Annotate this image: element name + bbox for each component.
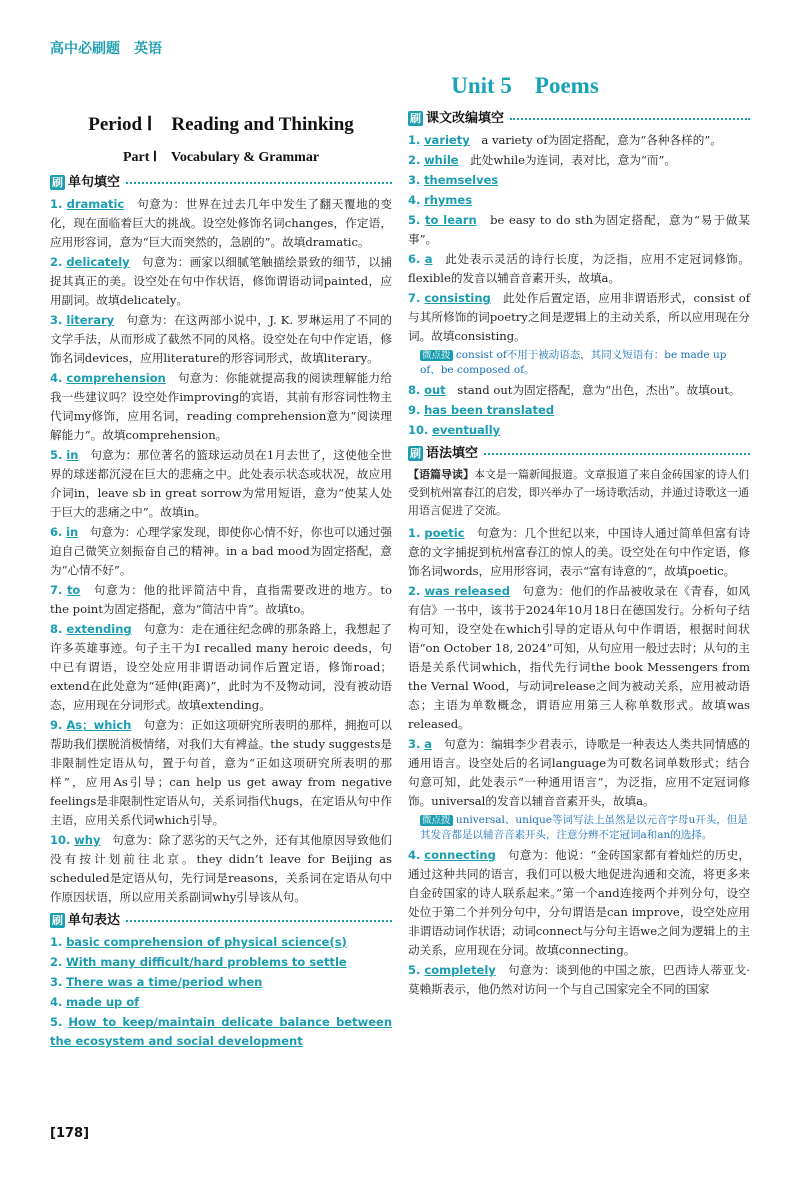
explanation-text: 句意为：心理学家发现，即使你心情不好，你也可以通过强迫自己微笑立刻振奋自己的精神。in a bad mood为固定搭配，意为“心情不好”。 bbox=[50, 525, 392, 577]
explanation-text: 句意为：编辑李少君表示，诗歌是一种表达人类共同情感的通用语言。设空处后的名词language为可数名词单数形式；结合句意可知，此处表示“一种通用语言”，为泛指，应用不定冠词修饰。universal的发音以辅音音素开头，故填a。 bbox=[408, 737, 750, 808]
answer-text: to bbox=[66, 583, 81, 597]
answer-item bbox=[408, 524, 750, 581]
answer-item bbox=[50, 253, 392, 310]
brush-icon: 刷 bbox=[52, 176, 63, 189]
item-number: 4. bbox=[408, 193, 421, 207]
section-title: 单句表达 bbox=[68, 913, 121, 928]
item-number: 5. bbox=[50, 448, 63, 462]
answer-item bbox=[50, 581, 392, 619]
answer-text: There was a time/period when bbox=[66, 975, 263, 989]
answer-item bbox=[50, 993, 392, 1012]
answer-text: comprehension bbox=[66, 371, 166, 385]
item-number: 10. bbox=[50, 833, 71, 847]
explanation-text: 句意为：走在通往纪念碑的那条路上，我想起了许多英雄事迹。句子主干为I recalled many heroic deeds，句中已有谓语，设空处应用非谓语动词作后置定语，修饰road；extend在此处意为“延伸(距离)”，此时为不及物动词，没有被动语态，应用现在分词形式。故填extending。 bbox=[50, 622, 392, 712]
answer-text: dramatic bbox=[66, 197, 125, 211]
explanation-text: 此处作后置定语，应用非谓语形式，consist of与其所修饰的词poetry之间是逻辑上的主动关系，所以应用现在分词。故填consisting。 bbox=[408, 291, 750, 343]
dotted-divider bbox=[126, 920, 392, 922]
item-number: 2. bbox=[50, 955, 63, 969]
answer-text: extending bbox=[66, 622, 132, 636]
explanation-text: 句意为：他说：“金砖国家都有着灿烂的历史，通过这种共同的语言，我们可以极大地促进沟通和交流，将更多来自金砖国家的诗人联系起来。”第一个and连接两个并列分句，设空处位于第二个并列分句中，分句谓语是can improve，设空处应用非谓语动词作状语；动词connect与分句主语we之间为逻辑上的主动关系，应用现在分词。故填connecting。 bbox=[408, 848, 750, 957]
answer-text: in bbox=[66, 448, 79, 462]
item-number: 1. bbox=[50, 197, 63, 211]
item-number: 3. bbox=[50, 975, 63, 989]
grammar-fill-list bbox=[408, 524, 750, 999]
tip-note bbox=[420, 348, 750, 377]
answer-text: poetic bbox=[424, 526, 465, 540]
explanation-text: 句意为：那位著名的篮球运动员在1月去世了，这使他全世界的球迷都沉浸在巨大的悲痛之中。此处表示状态或状况，故应用介词in，leave sb in great sorrow为常用短语，意为“使某人处于巨大的悲痛之中”。故填in。 bbox=[50, 448, 392, 519]
answer-text: variety bbox=[424, 133, 470, 147]
section-title: 语法填空 bbox=[426, 446, 479, 461]
explanation-text: 句意为：除了恶劣的天气之外，还有其他原因导致他们没有按计划前往北京。they didn’t leave for Beijing as scheduled是定语从句，先行词是reasons，关系词在定语从句中作原因状语，所以应用关系副词why引导该从句。 bbox=[50, 833, 392, 904]
section-header-single-fill bbox=[50, 173, 392, 192]
explanation-text: 句意为：世界在过去几年中发生了翻天覆地的变化，现在面临着巨大的挑战。设空处修饰名词changes，作定语，应用形容词，意为“巨大而突然的，急剧的”。故填dramatic。 bbox=[50, 197, 392, 249]
dotted-divider bbox=[484, 453, 750, 455]
explanation-text: 句意为：谈到他的中国之旅，巴西诗人蒂亚戈·莫賴斯表示，他仍然对访问一个与自己国家完全不同的国家 bbox=[408, 963, 750, 996]
answer-item bbox=[50, 973, 392, 992]
item-number: 8. bbox=[50, 622, 63, 636]
book-header: 高中必刷题 英语 bbox=[50, 41, 162, 57]
unit-title: Unit 5 Poems bbox=[451, 73, 599, 98]
page-number: [178] bbox=[50, 1126, 90, 1141]
section-title: 单句填空 bbox=[68, 175, 121, 190]
answer-item bbox=[50, 1013, 392, 1051]
answer-item bbox=[408, 401, 750, 420]
item-number: 2. bbox=[50, 255, 63, 269]
item-number: 6. bbox=[50, 525, 63, 539]
passage-guide-text: 本文是一篇新闻报道。文章报道了来自金砖国家的诗人们受到杭州富春江的启发，即兴举办了一场诗歌活动，并通过诗歌这一通用语言促进了交流。 bbox=[408, 468, 749, 517]
item-number: 4. bbox=[50, 371, 63, 385]
answer-item bbox=[408, 250, 750, 288]
answer-item bbox=[50, 953, 392, 972]
item-number: 3. bbox=[50, 313, 63, 327]
explanation-text: 句意为：几个世纪以来，中国诗人通过简单但富有诗意的文字捕捉到杭州富春江的惊人的美。设空处在句中作定语，修饰名词words，应用形容词，表示“富有诗意的”，故填poetic。 bbox=[408, 526, 750, 578]
section-header-grammar-fill bbox=[408, 444, 750, 463]
answer-item bbox=[50, 716, 392, 830]
answer-text: As；which bbox=[66, 718, 132, 732]
answer-text: How to keep/maintain delicate balance between the ecosystem and social development bbox=[50, 1015, 393, 1048]
answer-text: delicately bbox=[66, 255, 130, 269]
dotted-divider bbox=[510, 118, 750, 120]
answer-text: basic comprehension of physical science(s) bbox=[66, 935, 347, 949]
item-number: 9. bbox=[408, 403, 421, 417]
tip-tag: 微点拨 bbox=[422, 815, 451, 826]
explanation-text: 句意为：他们的作品被收录在《青春，如风有信》一书中，该书于2024年10月18日在德国发行。分析句子结构可知，设空处在which引导的定语从句中作谓语，根据时间状语“on October 18, 2024”可知，从句应用一般过去时；从句的主语是关系代词which，指代先行词the book Messengers from the Vernal Wood，与动词release之间为被动关系，应用被动语态；主语为单数概念，谓语应用第三人称单数形式。故填was released。 bbox=[408, 584, 750, 731]
answer-text: was released bbox=[424, 584, 510, 598]
text-fill-list bbox=[408, 131, 750, 440]
answer-item bbox=[50, 369, 392, 445]
brush-icon: 刷 bbox=[52, 914, 63, 927]
answer-text: literary bbox=[66, 313, 115, 327]
explanation-text: 句意为：正如这项研究所表明的那样，拥抱可以帮助我们摆脱消极情绪，对我们大有裨益。the study suggests是非限制性定语从句，置于句首，意为“正如这项研究所表明的那样”，应用As引导；can help us get away from negative feelings是非限制性定语从句，关系词指代hugs，在定语从句中作主语，应用关系代词which引导。 bbox=[50, 718, 392, 827]
item-number: 1. bbox=[408, 526, 421, 540]
item-number: 8. bbox=[408, 383, 421, 397]
answer-text: eventually bbox=[432, 423, 501, 437]
item-number: 5. bbox=[50, 1015, 63, 1029]
answer-item bbox=[408, 151, 750, 170]
tip-text: consist of不用于被动语态，其同义短语有：be made up of、be composed of。 bbox=[420, 349, 727, 376]
item-number: 5. bbox=[408, 963, 421, 977]
answer-item bbox=[50, 446, 392, 522]
single-express-list bbox=[50, 933, 392, 1051]
tip-note bbox=[420, 813, 750, 842]
answer-text: completely bbox=[424, 963, 496, 977]
item-number: 2. bbox=[408, 153, 421, 167]
answer-text: while bbox=[424, 153, 459, 167]
part-title: Part Ⅰ Vocabulary & Grammar bbox=[122, 150, 320, 165]
item-number: 2. bbox=[408, 584, 421, 598]
item-number: 6. bbox=[408, 252, 421, 266]
item-number: 9. bbox=[50, 718, 63, 732]
answer-item bbox=[408, 961, 750, 999]
brush-icon: 刷 bbox=[410, 112, 421, 125]
explanation-text: 句意为：在这两部小说中，J. K. 罗琳运用了不同的文学手法，从而形成了截然不同的风格。设空处在句中作定语，修饰名词devices，应用literature的形容词形式，故填literary。 bbox=[50, 313, 392, 365]
single-fill-list bbox=[50, 195, 392, 907]
answer-item bbox=[408, 846, 750, 960]
explanation-text: stand out为固定搭配，意为“出色，杰出”。故填out。 bbox=[457, 383, 741, 397]
answer-item bbox=[408, 289, 750, 346]
brush-icon: 刷 bbox=[410, 447, 421, 460]
explanation-text: 句意为：他的批评简洁中肯，直指需要改进的地方。to the point为固定搭配，意为“简洁中肯”。故填to。 bbox=[50, 583, 392, 616]
section-title: 课文改编填空 bbox=[426, 111, 505, 126]
answer-text: to learn bbox=[424, 213, 477, 227]
answer-text: With many difficult/hard problems to settle bbox=[66, 955, 347, 969]
answer-text: consisting bbox=[424, 291, 491, 305]
explanation-text: a variety of为固定搭配，意为“各种各样的”。 bbox=[481, 133, 722, 147]
answer-item bbox=[50, 620, 392, 715]
item-number: 1. bbox=[408, 133, 421, 147]
answer-item bbox=[408, 131, 750, 150]
answer-item bbox=[408, 191, 750, 210]
passage-guide-tag: 【语篇导读】 bbox=[408, 468, 474, 481]
answer-item bbox=[408, 582, 750, 734]
explanation-text: 此处表示灵活的诗行长度，为泛指，应用不定冠词修饰。flexible的发音以辅音音素开头，故填a。 bbox=[408, 252, 750, 285]
answer-item bbox=[408, 381, 750, 400]
left-column bbox=[50, 105, 392, 1052]
answer-text: connecting bbox=[424, 848, 496, 862]
item-number: 1. bbox=[50, 935, 63, 949]
answer-item bbox=[50, 311, 392, 368]
answer-text: made up of bbox=[66, 995, 140, 1009]
item-number: 10. bbox=[408, 423, 429, 437]
answer-text: rhymes bbox=[424, 193, 473, 207]
item-number: 3. bbox=[408, 737, 421, 751]
dotted-divider bbox=[126, 182, 392, 184]
answer-item bbox=[408, 421, 750, 440]
item-number: 4. bbox=[408, 848, 421, 862]
answer-item bbox=[408, 171, 750, 190]
section-header-text-fill bbox=[408, 109, 750, 128]
answer-item bbox=[408, 735, 750, 811]
period-title: Period Ⅰ Reading and Thinking bbox=[88, 114, 354, 135]
tip-tag: 微点拨 bbox=[422, 350, 451, 361]
explanation-text: 句意为：你能就提高我的阅读理解能力给我一些建议吗？设空处作improving的宾语，其前有形容词性物主代词my修饰，应用名词，reading comprehension意为“阅读理解能力”。故填comprehension。 bbox=[50, 371, 392, 442]
answer-text: why bbox=[74, 833, 101, 847]
section-header-single-express bbox=[50, 911, 392, 930]
answer-text: out bbox=[424, 383, 446, 397]
answer-text: has been translated bbox=[424, 403, 555, 417]
answer-item bbox=[50, 831, 392, 907]
right-column bbox=[408, 105, 750, 1000]
item-number: 7. bbox=[408, 291, 421, 305]
item-number: 5. bbox=[408, 213, 421, 227]
answer-text: themselves bbox=[424, 173, 499, 187]
item-number: 3. bbox=[408, 173, 421, 187]
tip-text: universal、unique等词写法上虽然是以元音字母u开头，但是其发音都是以辅音音素开头，注意分辨不定冠词a和an的选择。 bbox=[420, 814, 748, 841]
answer-item bbox=[50, 195, 392, 252]
item-number: 7. bbox=[50, 583, 63, 597]
answer-item bbox=[50, 933, 392, 952]
answer-text: in bbox=[66, 525, 79, 539]
answer-item bbox=[408, 211, 750, 249]
passage-guide bbox=[408, 466, 750, 520]
item-number: 4. bbox=[50, 995, 63, 1009]
answer-item bbox=[50, 523, 392, 580]
explanation-text: 此处while为连词，表对比，意为“而”。 bbox=[470, 153, 677, 167]
answer-text: a bbox=[424, 737, 433, 751]
explanation-text: 句意为：画家以细腻笔触描绘景致的细节，以捕捉其真正的美。设空处在句中作状语，修饰谓语动词painted，应用副词。故填delicately。 bbox=[50, 255, 392, 307]
explanation-text: be easy to do sth为固定搭配，意为“易于做某事”。 bbox=[408, 213, 751, 246]
answer-text: a bbox=[424, 252, 433, 266]
